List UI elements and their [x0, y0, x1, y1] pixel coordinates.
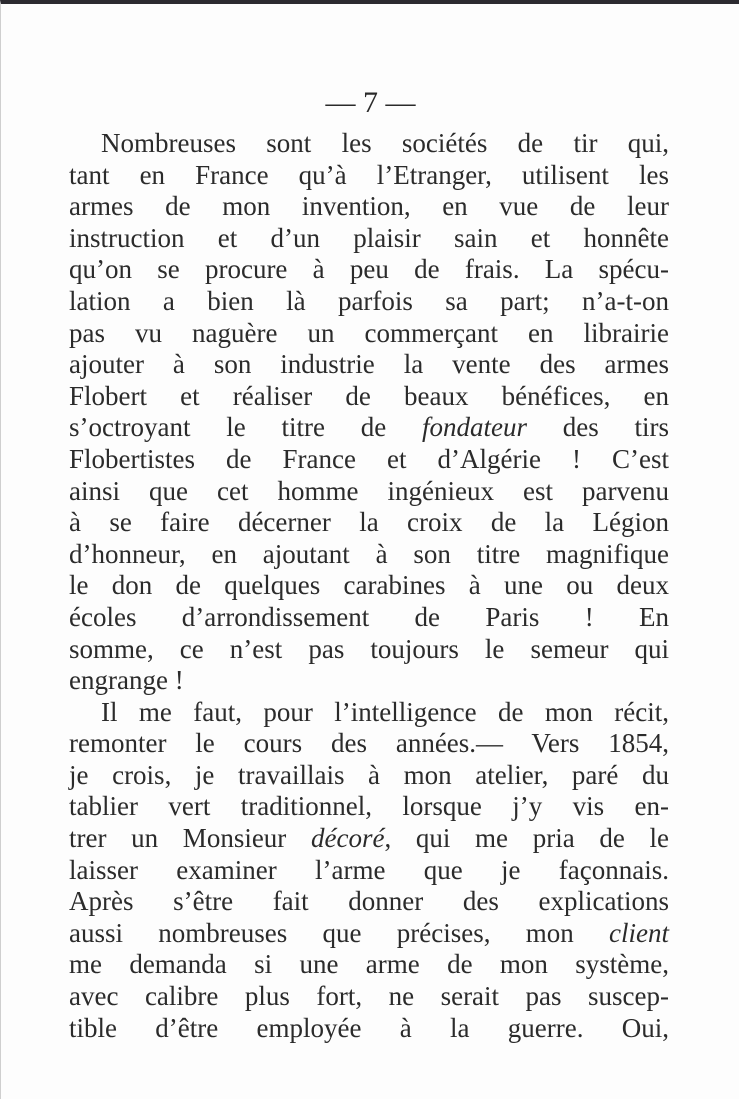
text-run: Flobert et réaliser de beaux bénéfices, en — [69, 380, 669, 411]
text-line — [69, 981, 669, 1013]
italic-word: client — [609, 917, 669, 948]
text-line — [69, 349, 669, 381]
text-run: , qui me pria de le — [384, 823, 669, 854]
text-run: ainsi que cet homme ingénieux est parvenu — [69, 475, 669, 506]
text-run: des tirs — [526, 412, 669, 443]
text-run: tible d’être employée à la guerre. Oui, — [69, 1012, 669, 1043]
body-text — [69, 128, 669, 1044]
text-run: écoles d’arrondissement de Paris ! En — [69, 601, 669, 632]
text-run: s’octroyant le titre de — [69, 412, 422, 443]
text-run: je crois, je travaillais à mon atelier, paré du — [69, 759, 669, 790]
text-line — [69, 570, 669, 602]
text-line — [69, 539, 669, 571]
text-line — [69, 191, 669, 223]
text-run: ajouter à son industrie la vente des armes — [69, 349, 669, 380]
text-line — [69, 602, 669, 634]
text-line — [69, 254, 669, 286]
text-line — [69, 318, 669, 350]
text-run: qu’on se procure à peu de frais. La spécu- — [69, 254, 669, 285]
text-run: instruction et d’un plaisir sain et honnête — [69, 222, 669, 253]
text-run: engrange ! — [69, 665, 184, 696]
text-line — [69, 634, 669, 666]
italic-word: décoré — [310, 823, 385, 854]
text-line — [69, 507, 669, 539]
text-run: Il me faut, pour l’intelligence de mon récit, — [101, 696, 669, 727]
text-line — [69, 855, 669, 887]
italic-word: fondateur — [421, 412, 527, 443]
text-line — [69, 760, 669, 792]
text-line — [69, 381, 669, 413]
text-run: avec calibre plus fort, ne serait pas suscep- — [69, 981, 669, 1012]
text-run: pas vu naguère un commerçant en librairie — [69, 317, 669, 348]
text-run: Flobertistes de France et d’Algérie ! C’est — [69, 443, 669, 474]
text-run: remonter le cours des années.— Vers 1854, — [69, 728, 669, 759]
text-line — [69, 286, 669, 318]
text-run: le don de quelques carabines à une ou deux — [69, 570, 669, 601]
text-run: Après s’être fait donner des explications — [69, 886, 669, 917]
text-line — [69, 823, 669, 855]
text-run: tant en France qu’à l’Etranger, utilisent les — [69, 159, 669, 190]
text-line — [69, 728, 669, 760]
text-line — [69, 697, 669, 729]
text-line — [69, 949, 669, 981]
text-line — [69, 160, 669, 192]
text-run: somme, ce n’est pas toujours le semeur qui — [69, 633, 669, 664]
text-line — [69, 1013, 669, 1045]
text-run: Nombreuses sont les sociétés de tir qui, — [101, 128, 669, 158]
text-line — [69, 918, 669, 950]
text-line — [69, 476, 669, 508]
text-run: me demanda si une arme de mon système, — [69, 949, 669, 980]
text-run: laisser examiner l’arme que je façonnais. — [69, 854, 669, 885]
text-run: aussi nombreuses que précises, mon — [69, 917, 610, 948]
text-run: tablier vert traditionnel, lorsque j’y vis en- — [69, 791, 669, 822]
text-run: à se faire décerner la croix de la Légion — [69, 507, 669, 538]
text-run: trer un Monsieur — [69, 823, 311, 854]
text-line — [69, 128, 669, 160]
text-line — [69, 791, 669, 823]
text-line — [69, 223, 669, 255]
text-run: armes de mon invention, en vue de leur — [69, 191, 669, 222]
text-run: lation a bien là parfois sa part; n’a-t-on — [69, 285, 669, 316]
text-line — [69, 412, 669, 444]
text-line — [69, 444, 669, 476]
text-run: d’honneur, en ajoutant à son titre magnifique — [69, 538, 669, 569]
text-line — [69, 886, 669, 918]
page-number: — 7 — — [325, 86, 416, 119]
text-line — [69, 665, 669, 697]
